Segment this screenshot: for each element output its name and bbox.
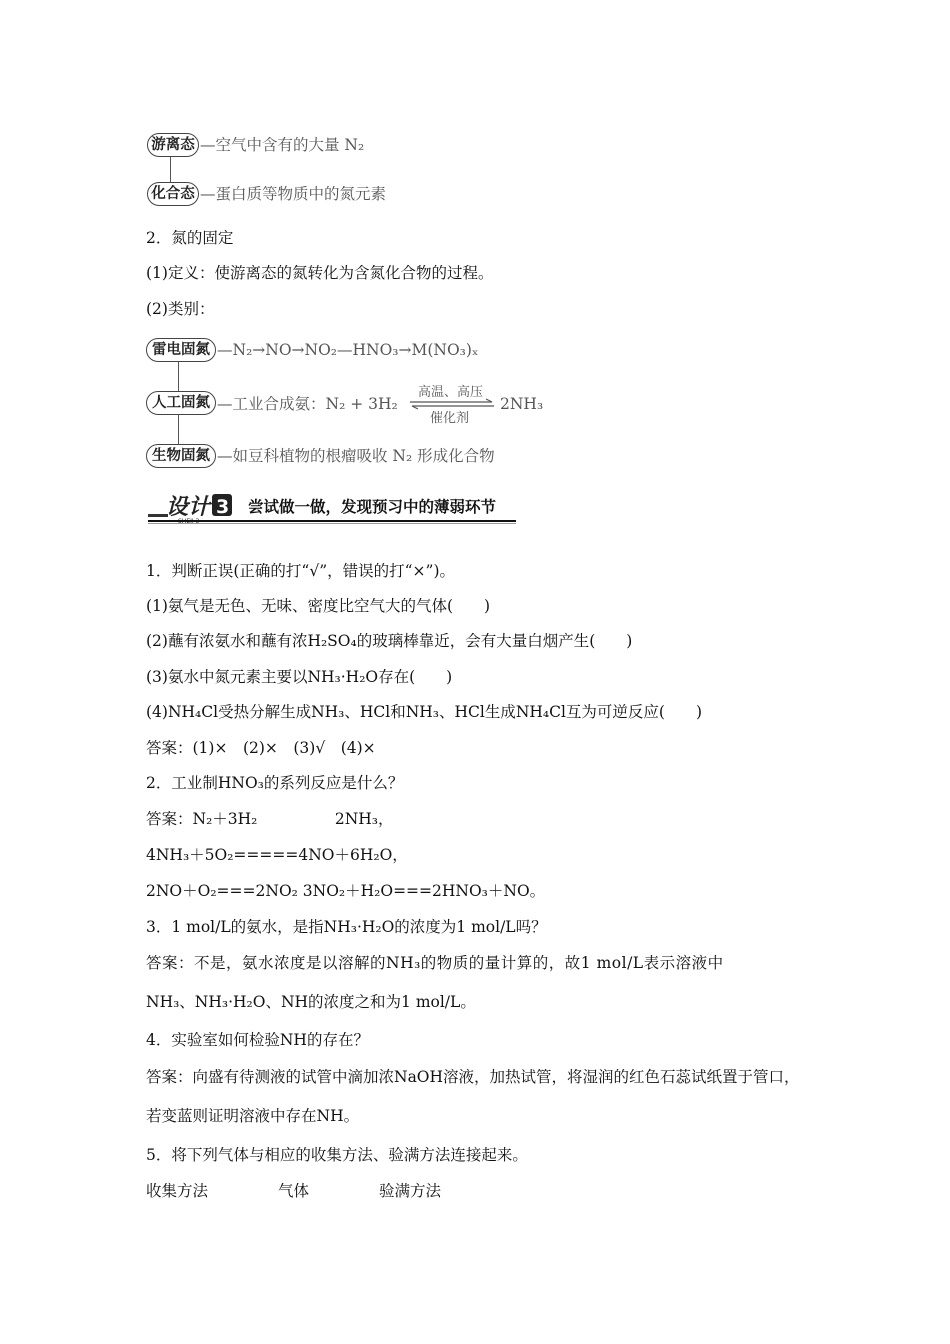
question-1-item-3: (3)氨水中氮元素主要以NH₃·H₂O存在( )	[146, 668, 453, 686]
reaction-condition-bottom: 催化剂	[430, 411, 470, 426]
question-1-item-2: (2)蘸有浓氨水和蘸有浓H₂SO₄的玻璃棒靠近，会有大量白烟产生( )	[146, 632, 633, 650]
svg-text:设计: 设计	[166, 495, 211, 520]
lightning-fixation-text: —N₂→NO→NO₂—HNO₃→M(NO₃)ₓ	[217, 341, 479, 359]
question-3-answer-line-2: NH₃、NH₃·H₂O、NH的浓度之和为1 mol/L。	[146, 993, 476, 1011]
question-2-answer-line-1: 答案：N₂＋3H₂ 2NH₃，	[146, 810, 394, 828]
combined-state-text: —蛋白质等物质中的氮元素	[200, 185, 387, 203]
question-5: 5．将下列气体与相应的收集方法、验满方法连接起来。	[146, 1146, 528, 1164]
column-fullness-check: 验满方法	[379, 1182, 442, 1200]
section2-heading: 2．氮的固定	[146, 229, 234, 247]
free-state-label: 游离态	[147, 133, 199, 157]
question-1-item-1: (1)氨气是无色、无味、密度比空气大的气体( )	[146, 597, 491, 615]
question-3-answer-line-1: 答案：不是，氨水浓度是以溶解的NH₃的物质的量计算的，故1 mol/L表示溶液中	[146, 954, 724, 972]
question-1-answer: 答案：(1)× (2)× (3)√ (4)×	[146, 739, 376, 757]
fixation-category-heading: (2)类别：	[146, 300, 215, 318]
reaction-condition-top: 高温、高压	[418, 385, 484, 400]
artificial-fixation-label: 人工固氮	[146, 391, 216, 415]
question-3: 3．1 mol/L的氨水，是指NH₃·H₂O的浓度为1 mol/L吗？	[146, 918, 547, 936]
combined-state-label: 化合态	[147, 182, 199, 206]
question-1-heading: 1．判断正误(正确的打“√”，错误的打“×”)。	[146, 562, 456, 580]
question-1-item-4: (4)NH₄Cl受热分解生成NH₃、HCl和NH₃、HCl生成NH₄Cl互为可逆反应( )	[146, 703, 703, 721]
lightning-fixation-label: 雷电固氮	[146, 338, 216, 362]
free-state-text: —空气中含有的大量 N₂	[200, 136, 365, 154]
svg-text:3: 3	[216, 496, 230, 518]
question-4-answer-line-1: 答案：向盛有待测液的试管中滴加浓NaOH溶液，加热试管，将湿润的红色石蕊试纸置于管口，	[146, 1068, 800, 1086]
design-3-logo-icon	[148, 488, 234, 524]
fixation-definition: (1)定义：使游离态的氮转化为含氮化合物的过程。	[146, 264, 494, 282]
biological-fixation-label: 生物固氮	[146, 444, 216, 468]
question-2-answer-line-3: 2NO＋O₂===2NO₂ 3NO₂＋H₂O===2HNO₃＋NO。	[146, 882, 546, 900]
question-2: 2．工业制HNO₃的系列反应是什么？	[146, 774, 404, 792]
question-4: 4．实验室如何检验NH的存在？	[146, 1031, 369, 1049]
banner-rule	[148, 520, 516, 522]
biological-fixation-text: —如豆科植物的根瘤吸收 N₂ 形成化合物	[217, 447, 495, 465]
column-collection-method: 收集方法	[146, 1182, 209, 1200]
banner-title: 尝试做一做，发现预习中的薄弱环节	[248, 498, 497, 516]
banner-rule-thin	[148, 523, 516, 524]
question-4-answer-line-2: 若变蓝则证明溶液中存在NH。	[146, 1107, 360, 1125]
question-2-answer-line-2: 4NH₃＋5O₂=====4NO＋6H₂O，	[146, 846, 408, 864]
artificial-fixation-product: 2NH₃	[500, 395, 544, 413]
column-gas: 气体	[278, 1182, 310, 1200]
artificial-fixation-text: —工业合成氨：N₂ + 3H₂	[217, 395, 398, 413]
